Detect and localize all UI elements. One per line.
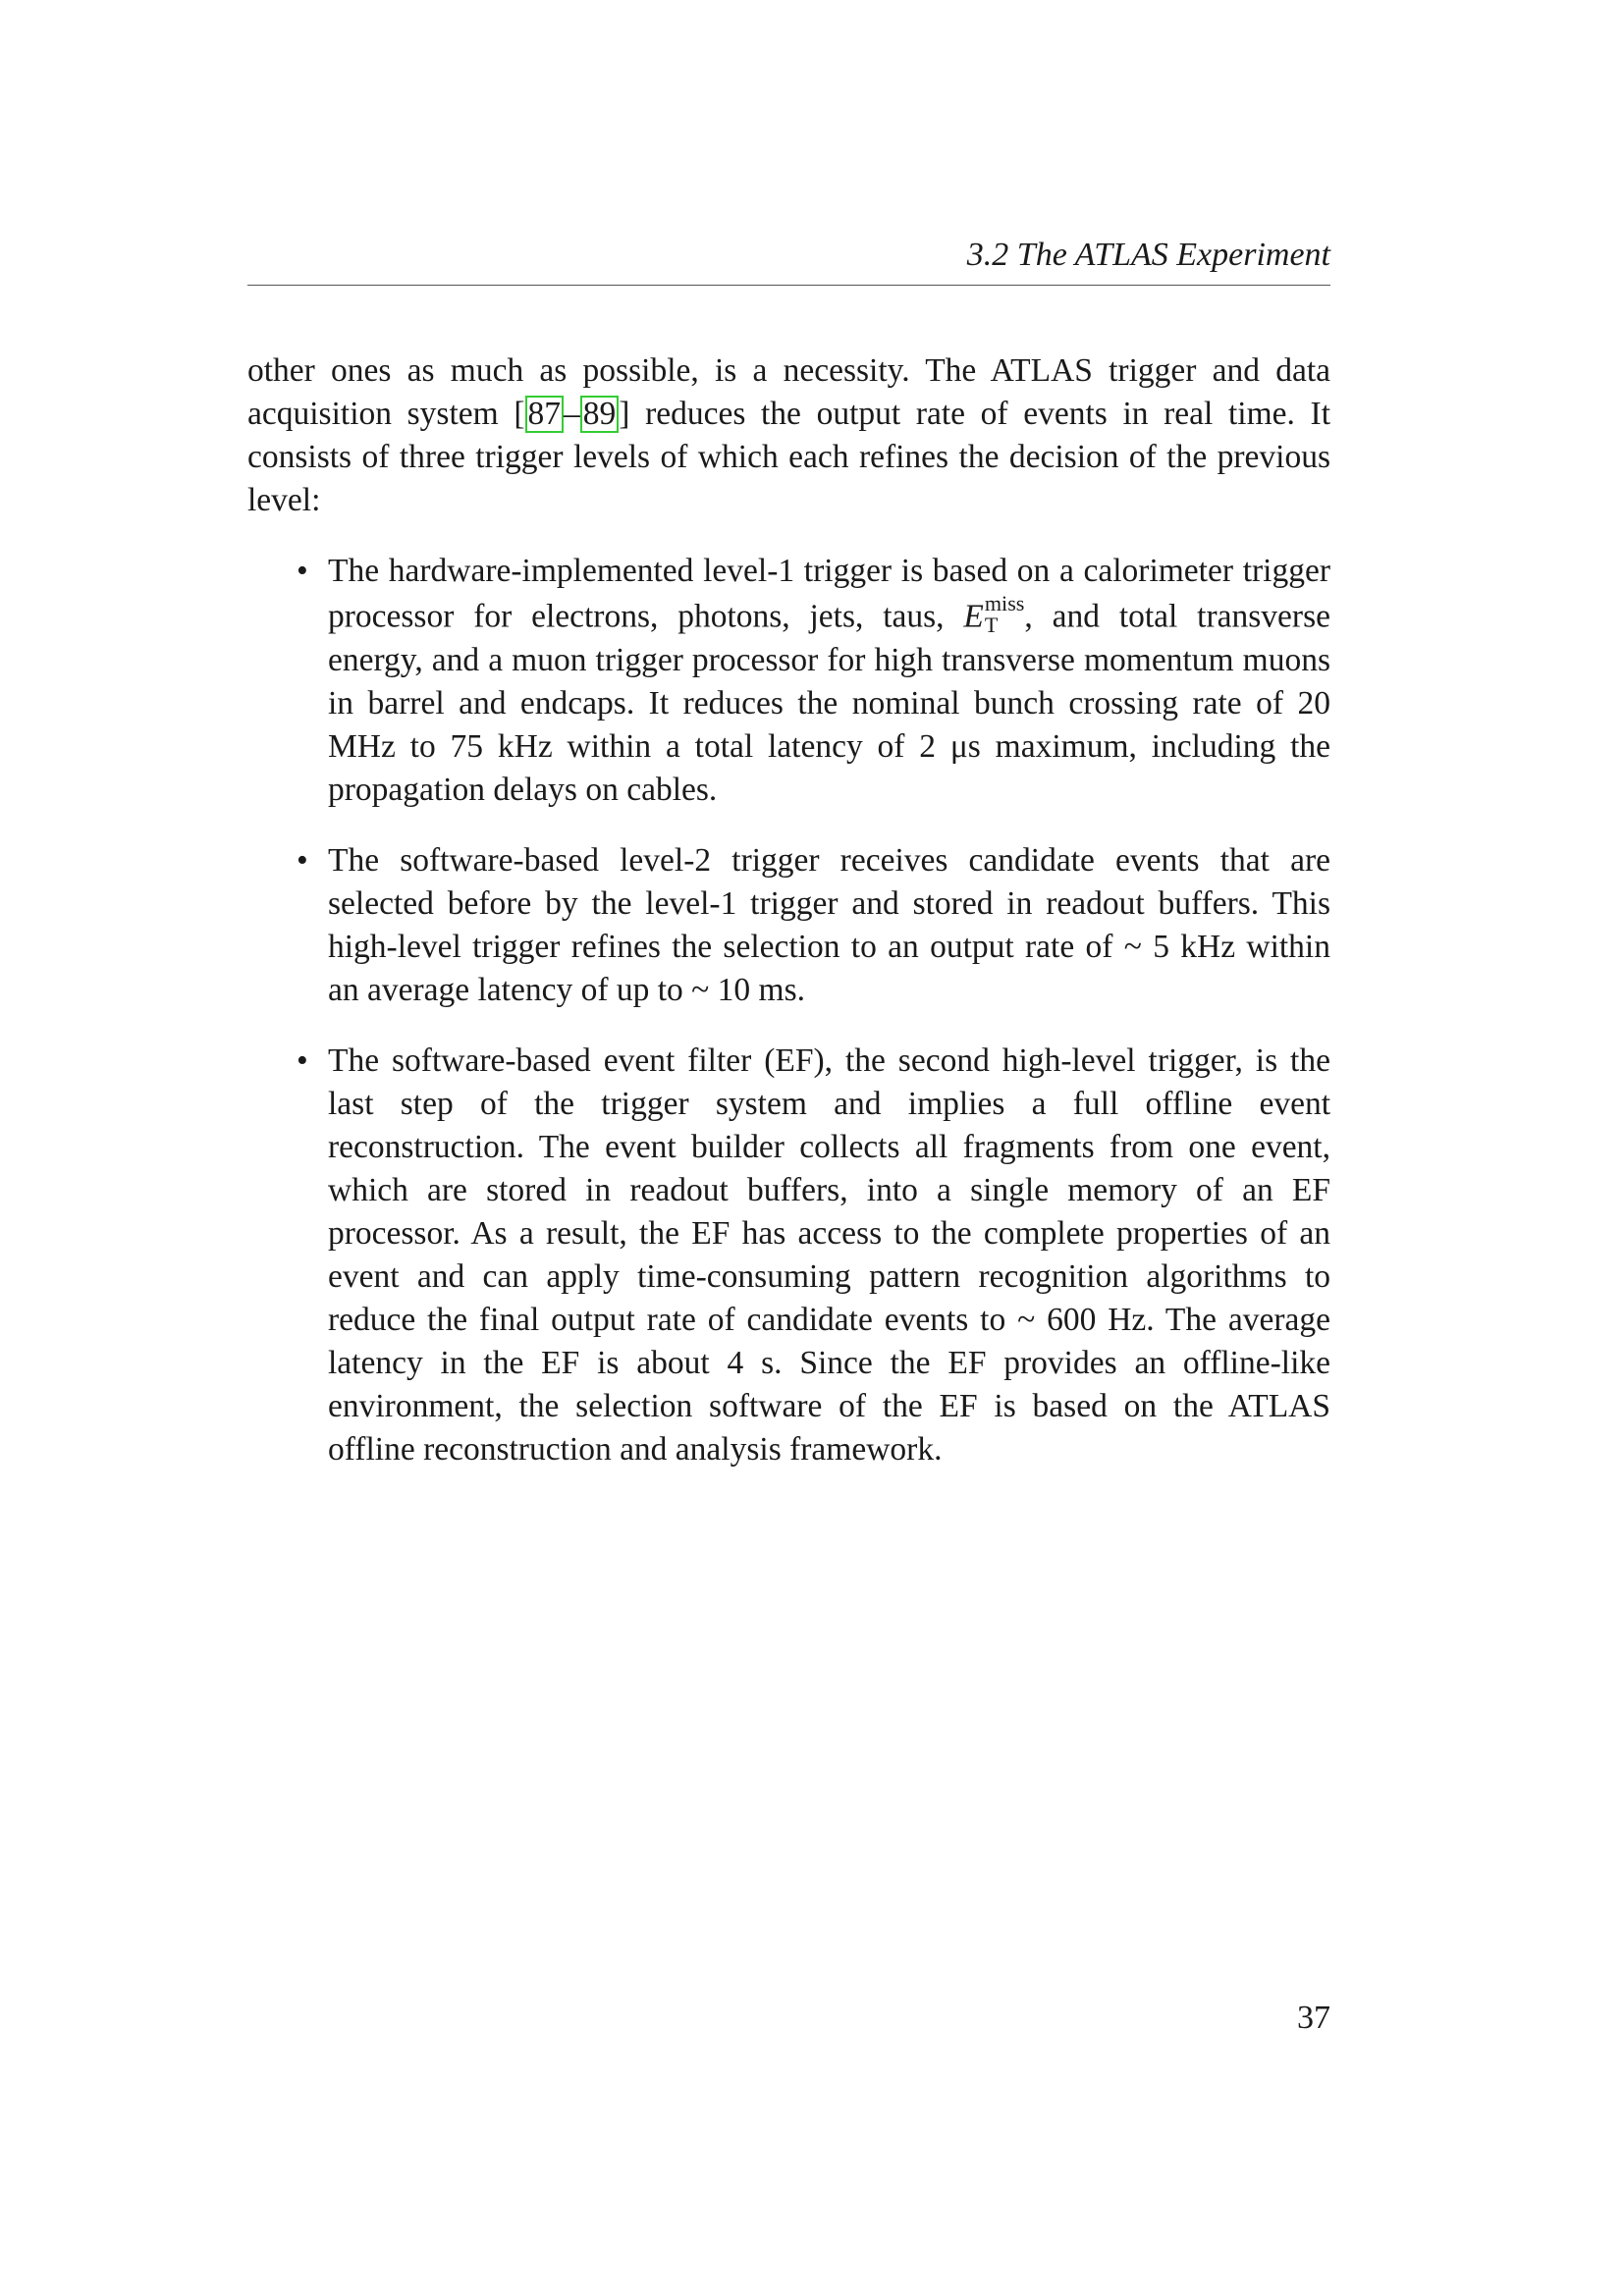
page-number: 37: [1297, 2000, 1330, 2036]
math-scripts: miss T: [984, 591, 1025, 638]
list-item: • The hardware-implemented level-1 trigger is based on a calorimeter trigger processor for electrons, photons, jets, taus, E miss T , and total transverse energy, and a muon trigger processor for high transverse momentum muons in barrel and endcaps. It reduces the nominal bunch crossing rate of 20 MHz to 75 kHz within a total latency of 2 μs maximum, including the propagation delays on cables.: [247, 550, 1330, 812]
list-item: • The software-based level-2 trigger receives candidate events that are selected before by the level-1 trigger and stored in readout buffers. This high-level trigger refines the selection to an output rate of ~ 5 kHz within an average latency of up to ~ 10 ms.: [247, 839, 1330, 1012]
intro-paragraph: other ones as much as possible, is a necessity. The ATLAS trigger and data acquisition system [87–89] reduces the output rate of events in real time. It consists of three trigger levels of which each refines the decision of the previous level:: [247, 352, 1331, 518]
bullet-icon: •: [297, 841, 308, 879]
bullet-icon: •: [297, 1041, 308, 1079]
list-item: • The software-based event filter (EF), the second high-level trigger, is the last step of the trigger system and implies a full offline event reconstruction. The event builder collects all fragments from one event, which are stored in readout buffers, into a single memory of an EF processor. As a result, the EF has access to the complete properties of an event and can apply time-consuming pattern recognition algorithms to reduce the final output rate of candidate events to ~ 600 Hz. The average latency in the EF is about 4 s. Since the EF provides an offline-like environment, the selection software of the EF is based on the ATLAS offline reconstruction and analysis framework.: [247, 1040, 1330, 1471]
citation-link-87[interactable]: 87: [525, 396, 565, 433]
section-title: 3.2 The ATLAS Experiment: [966, 237, 1330, 273]
body-text: [247, 349, 1330, 1499]
math-symbol: E: [963, 598, 984, 635]
bullet-icon: •: [297, 553, 308, 589]
trigger-levels-list: [247, 550, 1330, 1471]
running-header: [247, 234, 1330, 286]
citation-link-89[interactable]: 89: [580, 396, 620, 433]
